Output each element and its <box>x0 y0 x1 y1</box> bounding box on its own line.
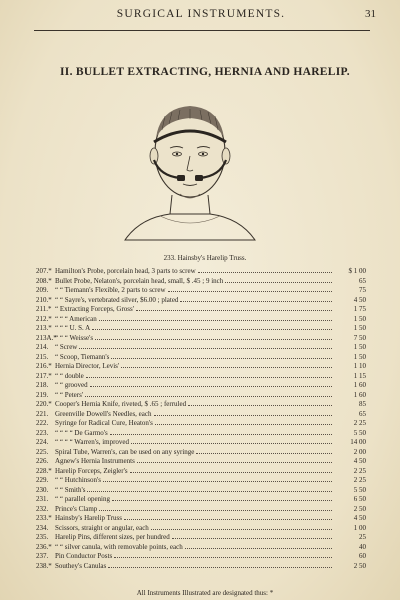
item-price: 65 <box>359 276 366 285</box>
list-item <box>36 456 366 466</box>
item-description: “ “ “ American <box>55 314 97 323</box>
item-description: Cooper's Hernia Knife, riveted, $ .65 ; ferruled <box>55 400 187 408</box>
dot-leader <box>110 428 332 435</box>
page-number: 31 <box>365 8 376 20</box>
running-title: SURGICAL INSTRUMENTS. <box>116 8 286 20</box>
item-number: 222. <box>36 419 49 427</box>
item-price: 2 50 <box>353 561 366 570</box>
item-number: 216.* <box>36 362 52 370</box>
item-price: 1 50 <box>353 324 366 332</box>
dot-leader <box>90 380 332 387</box>
item-price: 2 25 <box>353 476 366 484</box>
item-number: 228.* <box>36 466 52 475</box>
item-number: 233.* <box>36 514 52 522</box>
item-price: 6 50 <box>353 495 366 503</box>
item-number: 220.* <box>36 400 52 408</box>
item-price: 1 15 <box>353 371 366 380</box>
list-item <box>36 276 366 286</box>
item-price: 85 <box>359 400 366 408</box>
dot-leader <box>108 561 332 568</box>
item-description: Syringe for Radical Cure, Heaton's <box>55 419 153 427</box>
dot-leader <box>154 409 333 416</box>
item-number: 217.* <box>36 371 52 380</box>
item-number: 231. <box>36 495 49 503</box>
item-number: 229. <box>36 476 49 484</box>
list-item <box>36 314 366 324</box>
item-description: Harelip Pins, different sizes, per hundred <box>55 533 170 541</box>
item-price: 7 50 <box>353 333 366 342</box>
item-price: 2 25 <box>353 419 366 427</box>
item-number: 214. <box>36 343 49 351</box>
list-item <box>36 504 366 514</box>
item-description: “ “ “ U. S. A <box>55 324 91 332</box>
item-price: 1 50 <box>353 343 366 351</box>
list-item <box>36 352 366 362</box>
item-description: “ “ Smith's <box>55 485 86 494</box>
dot-leader <box>196 447 332 454</box>
item-number: 209. <box>36 286 49 294</box>
item-price: 4 50 <box>353 457 366 465</box>
item-number: 218. <box>36 381 49 389</box>
dot-leader <box>137 456 332 463</box>
item-number: 234. <box>36 523 49 532</box>
item-price: 2 00 <box>353 447 366 456</box>
item-description: Hainsby's Harelip Truss <box>55 514 122 522</box>
list-item <box>36 380 366 390</box>
dot-leader <box>155 418 332 425</box>
item-description: “ “ “ “ De Garmo's <box>55 428 108 437</box>
item-price: 5 50 <box>353 485 366 494</box>
item-number: 238.* <box>36 561 52 570</box>
item-description: “ “ Peters' <box>55 390 84 399</box>
dot-leader <box>168 285 332 292</box>
item-description: “ “ silver canula, with removable points, each <box>55 542 183 551</box>
list-item <box>36 371 366 381</box>
item-description: “ “ Hutchinson's <box>55 476 101 484</box>
item-price: 1 75 <box>353 305 366 313</box>
item-price: 65 <box>359 409 366 418</box>
dot-leader <box>95 333 332 340</box>
item-number: 207.* <box>36 267 52 275</box>
list-item <box>36 323 366 333</box>
dot-leader <box>180 295 332 302</box>
list-item <box>36 437 366 447</box>
item-description: “ “ grooved <box>55 381 88 389</box>
item-price: 1 50 <box>353 314 366 323</box>
item-number: 225. <box>36 447 49 456</box>
list-item <box>36 494 366 504</box>
footer-note: All Instruments Illustrated are designated thus: * <box>136 589 274 597</box>
dot-leader <box>131 437 332 444</box>
dot-leader <box>185 542 332 549</box>
item-description: “ Screw <box>55 343 78 351</box>
item-number: 211.* <box>36 305 52 313</box>
dot-leader <box>114 551 332 558</box>
dot-leader <box>130 466 332 473</box>
item-description: Hernia Director, Levis' <box>55 362 120 370</box>
item-description: “ “ “ “ Warren's, improved <box>55 438 130 446</box>
list-item <box>36 475 366 485</box>
item-number: 221. <box>36 409 49 418</box>
item-description: Bullet Probe, Nelaton's, porcelain head, small, $ .45 ; 9 inch <box>55 276 224 285</box>
item-price: 40 <box>359 542 366 551</box>
list-item <box>36 466 366 476</box>
dot-leader <box>87 485 332 492</box>
item-price: 60 <box>359 552 366 560</box>
list-item <box>36 304 366 314</box>
item-number: 230. <box>36 485 49 494</box>
illustration-caption: 233. Hainsby's Harelip Truss. <box>163 254 247 262</box>
list-item <box>36 561 366 571</box>
item-description: “ Scoop, Tiemann's <box>55 352 110 361</box>
item-price: 1 10 <box>353 362 366 370</box>
list-item <box>36 428 366 438</box>
dot-leader <box>85 390 332 397</box>
dot-leader <box>111 352 332 359</box>
item-price: 4 50 <box>353 514 366 522</box>
item-number: 223. <box>36 428 49 437</box>
list-item <box>36 542 366 552</box>
item-price: 1 00 <box>353 523 366 532</box>
dot-leader <box>112 494 332 501</box>
dot-leader <box>198 266 332 273</box>
item-description: Pin Conductor Posts <box>55 552 113 560</box>
item-price: 1 60 <box>353 390 366 399</box>
list-item <box>36 390 366 400</box>
dot-leader <box>99 504 332 511</box>
item-number: 208.* <box>36 276 52 285</box>
item-description: Spiral Tube, Warren's, can be used on any syringe <box>55 447 195 456</box>
dot-leader <box>188 399 332 406</box>
item-description: Southey's Canulas <box>55 561 107 570</box>
list-item <box>36 266 366 276</box>
item-number: 213.* <box>36 324 52 332</box>
item-description: Scissors, straight or angular, each <box>55 523 149 532</box>
item-price: 1 50 <box>353 352 366 361</box>
item-number: 232. <box>36 504 49 513</box>
list-item <box>36 447 366 457</box>
list-item <box>36 361 366 371</box>
item-description: “ “ Tiemann's Flexible, 2 parts to screw <box>55 286 166 294</box>
item-price: 4 50 <box>353 295 366 304</box>
dot-leader <box>86 371 332 378</box>
item-price: 25 <box>359 533 366 541</box>
dot-leader <box>103 475 332 482</box>
dot-leader <box>99 314 332 321</box>
item-description: “ “ Sayre's, vertebrated silver, $6.00 ; plated <box>55 295 179 304</box>
item-number: 226. <box>36 457 49 465</box>
list-item <box>36 409 366 419</box>
item-number: 235. <box>36 533 49 541</box>
dot-leader <box>136 304 332 311</box>
list-item <box>36 551 366 561</box>
dot-leader <box>172 532 332 539</box>
item-number: 213A.* <box>36 333 57 342</box>
dot-leader <box>151 523 332 530</box>
item-number: 210.* <box>36 295 52 304</box>
item-description: “ “ parallel opening <box>55 495 111 503</box>
item-price: 2 50 <box>353 504 366 513</box>
list-item <box>36 295 366 305</box>
dot-leader <box>225 276 332 283</box>
list-item <box>36 485 366 495</box>
list-item <box>36 342 366 352</box>
item-description: Agnew's Hernia Instruments <box>55 457 135 465</box>
item-description: “ Extracting Forceps, Gross' <box>55 305 135 313</box>
dot-leader <box>124 513 332 520</box>
list-item <box>36 513 366 523</box>
dot-leader <box>121 361 332 368</box>
item-description: “ “ double <box>55 371 84 380</box>
price-list <box>36 266 366 570</box>
list-item <box>36 532 366 542</box>
item-price: $ 1 00 <box>348 267 366 275</box>
harelip-truss-engraving <box>120 90 260 245</box>
list-item <box>36 418 366 428</box>
section-title: II. BULLET EXTRACTING, HERNIA AND HARELIP. <box>60 66 350 78</box>
list-item <box>36 399 366 409</box>
item-description: Hamilton's Probe, porcelain head, 3 parts to screw <box>55 267 196 275</box>
header-rule <box>34 30 370 31</box>
list-item <box>36 333 366 343</box>
item-number: 224. <box>36 438 49 446</box>
item-price: 1 60 <box>353 381 366 389</box>
item-number: 237. <box>36 552 49 560</box>
item-price: 2 25 <box>353 466 366 475</box>
item-description: “ “ “ Weisse's <box>55 333 94 342</box>
list-item <box>36 523 366 533</box>
item-number: 212.* <box>36 314 52 323</box>
item-description: Harelip Forceps, Zeigler's <box>55 466 128 475</box>
dot-leader <box>79 342 332 349</box>
item-price: 5 50 <box>353 428 366 437</box>
item-price: 75 <box>359 286 366 294</box>
item-number: 215. <box>36 352 49 361</box>
item-price: 14 00 <box>350 438 366 446</box>
item-description: Greenville Dowell's Needles, each <box>55 409 152 418</box>
item-description: Prince's Clamp <box>55 504 98 513</box>
list-item <box>36 285 366 295</box>
item-number: 236.* <box>36 542 52 551</box>
item-number: 219. <box>36 390 49 399</box>
dot-leader <box>92 323 332 330</box>
